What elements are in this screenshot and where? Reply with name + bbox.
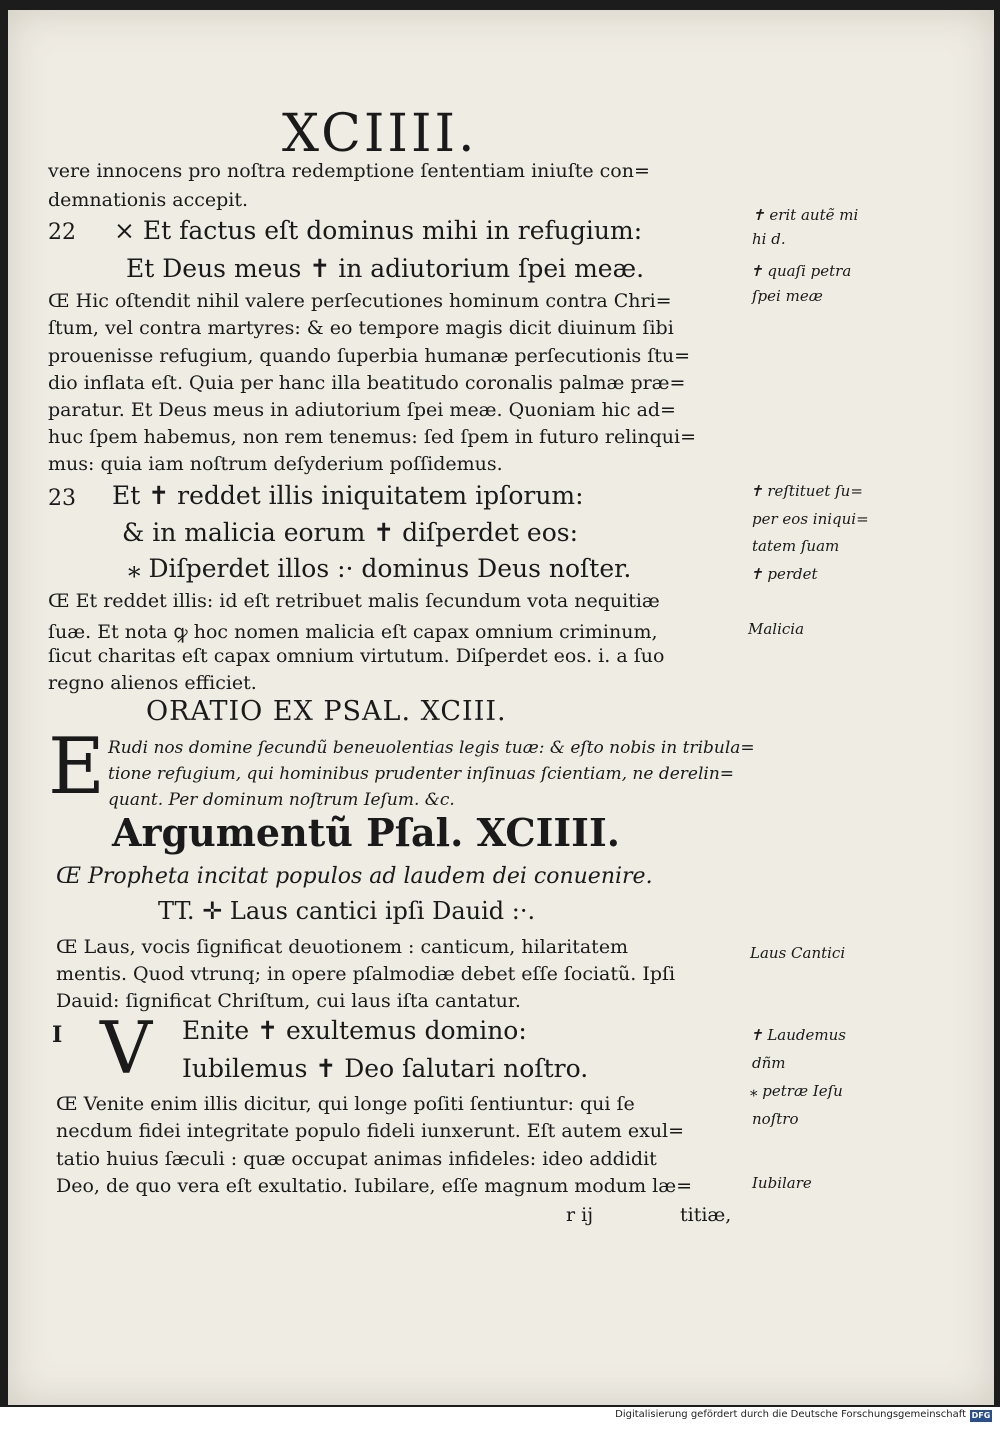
commentary-line: Œ Venite enim illis dicitur, qui longe poſiti ſentiuntur: qui ſe xyxy=(56,1093,635,1115)
commentary-line: necdum fidei integritate populo fideli iunxerunt. Eſt autem exul= xyxy=(56,1120,685,1142)
commentary-line: regno alienos efficiet. xyxy=(48,672,257,694)
marginal-note: noſtro xyxy=(752,1110,799,1128)
marginal-note: ſpei meæ xyxy=(752,287,823,305)
text-line: demnationis accepit. xyxy=(48,189,249,211)
marginal-note: hi d. xyxy=(752,230,786,248)
marginal-note: ✝ quaſi petra xyxy=(750,262,852,280)
commentary-line: Œ Hic oſtendit nihil valere perſecutiones hominum contra Chri= xyxy=(48,290,672,312)
argumentum-heading: Argumentũ Pſal. XCIIII. xyxy=(112,810,620,855)
drop-capital: E xyxy=(48,722,105,812)
signature-mark: r ij xyxy=(566,1204,594,1226)
verse-line: ⁎ Diſperdet illos :· dominus Deus noſter. xyxy=(128,554,632,583)
verse-number: 22 xyxy=(48,220,76,245)
marginal-note: Malicia xyxy=(748,620,805,638)
marginal-note: Laus Cantici xyxy=(750,944,846,962)
verse-line: Et ✝ reddet illis iniquitatem ipſorum: xyxy=(112,481,584,510)
commentary-line: dio inflata eſt. Quia per hanc illa beatitudo coronalis palmæ præ= xyxy=(48,372,686,394)
text-line: vere innocens pro noſtra redemptione ſententiam iniuſte con= xyxy=(48,160,650,182)
marginal-note: ✝ Laudemus xyxy=(750,1026,846,1044)
marginal-note: per eos iniqui= xyxy=(752,510,869,528)
marginal-note: tatem ſuam xyxy=(752,537,840,555)
oratio-line: tione refugium, qui hominibus prudenter inſinuas ſcientiam, ne derelin= xyxy=(108,764,735,784)
page-heading: XCIIII. xyxy=(282,104,478,164)
commentary-line: ſtum, vel contra martyres: & eo tempore magis dicit diuinum ſibi xyxy=(48,317,674,339)
commentary-line: Œ Laus, vocis ſignificat deuotionem : canticum, hilaritatem xyxy=(56,936,629,958)
catchword: titiæ, xyxy=(680,1204,732,1226)
commentary-line: paratur. Et Deus meus in adiutorium ſpei meæ. Quoniam hic ad= xyxy=(48,399,676,421)
commentary-line: prouenisse refugium, quando ſuperbia humanæ perſecutionis ſtu= xyxy=(48,345,691,367)
verse-line: Iubilemus ✝ Deo ſalutari noſtro. xyxy=(182,1054,589,1083)
marginal-note: Iubilare xyxy=(752,1174,812,1192)
commentary-line: mentis. Quod vtrunq; in opere pſalmodiæ debet eſſe ſociatũ. Ipſi xyxy=(56,963,676,985)
commentary-line: ſuæ. Et nota ꝙ hoc nomen malicia eſt capax omnium criminum, xyxy=(48,621,658,643)
oratio-heading: ORATIO EX PSAL. XCIII. xyxy=(146,696,507,727)
verse-number: 23 xyxy=(48,486,76,511)
funding-notice: Digitalisierung gefördert durch die Deutsche Forschungsgemeinschaft xyxy=(615,1409,966,1420)
marginal-note: ✝ reſtituet ſu= xyxy=(750,482,863,500)
marginal-note: ✝ perdet xyxy=(750,565,818,583)
drop-capital: V xyxy=(100,1006,152,1090)
dfg-logo-icon: DFG xyxy=(971,1411,991,1420)
commentary-line: Deo, de quo vera eſt exultatio. Iubilare, eſſe magnum modum læ= xyxy=(56,1175,693,1197)
verse-line: Et Deus meus ✝ in adiutorium ſpei meæ. xyxy=(126,254,645,283)
verse-number: I xyxy=(52,1022,63,1048)
commentary-line: ſicut charitas eſt capax omnium virtutum. Diſperdet eos. i. a ſuo xyxy=(48,645,665,667)
commentary-line: huc ſpem habemus, non rem tenemus: ſed ſpem in futuro relinqui= xyxy=(48,426,696,448)
marginal-note: ⁎ petræ Ieſu xyxy=(750,1082,843,1100)
verse-line: & in malicia eorum ✝ diſperdet eos: xyxy=(122,518,579,547)
marginal-note: ✝ erit autẽ mi xyxy=(752,206,859,224)
commentary-line: Œ Et reddet illis: id eſt retribuet malis ſecundum vota nequitiæ xyxy=(48,590,660,612)
argumentum-line: Œ Propheta incitat populos ad laudem dei conuenire. xyxy=(56,864,653,889)
oratio-line: Rudi nos domine ſecundũ beneuolentias legis tuæ: & eſto nobis in tribula= xyxy=(108,738,755,758)
commentary-line: mus: quia iam noſtrum deſyderium poſſidemus. xyxy=(48,453,503,475)
verse-line: Enite ✝ exultemus domino: xyxy=(182,1016,527,1045)
marginal-note: dñm xyxy=(752,1054,786,1072)
psalm-title: TT. ✛ Laus cantici ipſi Dauid :·. xyxy=(158,897,536,925)
commentary-line: tatio huius ſæculi : quæ occupat animas infideles: ideo addidit xyxy=(56,1148,657,1170)
verse-line: × Et factus eſt dominus mihi in refugium: xyxy=(114,216,643,245)
commentary-line: Dauid: ſignificat Chriſtum, cui laus iſta cantatur. xyxy=(56,990,521,1012)
oratio-line: quant. Per dominum noſtrum Ieſum. &c. xyxy=(108,790,455,810)
